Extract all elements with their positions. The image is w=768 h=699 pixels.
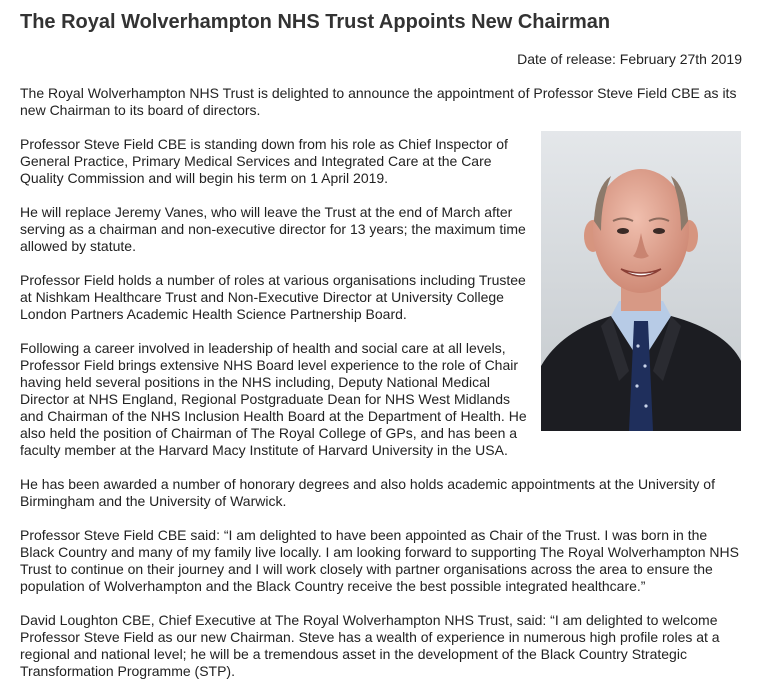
- release-date: Date of release: February 27th 2019: [517, 51, 742, 67]
- chairman-portrait-photo: [541, 131, 741, 431]
- press-release-article: [20, 0, 742, 680]
- paragraph-quote-field: Professor Steve Field CBE said: “I am delighted to have been appointed as Chair of the Trust. I was born in the Black Country and many of my family live locally. I am looking forward to supporting The Royal Wolverhampton NHS Trust to continue on their journey and I will work closely with partner organisations across the area to ensure the population of Wolverhampton and the Black Country receive the best possible integrated healthcare.”: [20, 527, 739, 594]
- paragraph-roles: Professor Field holds a number of roles at various organisations including Trustee at Nishkam Healthcare Trust and Non-Executive Director at University College London Partners Academic Health Science Partnership Board.: [20, 272, 526, 322]
- article-headline: The Royal Wolverhampton NHS Trust Appoints New Chairman: [20, 11, 611, 33]
- paragraph-honorary: He has been awarded a number of honorary degrees and also holds academic appointments at the University of Birmingham and the University of Warwick.: [20, 476, 715, 509]
- paragraph-career: Following a career involved in leadership of health and social care at all levels, Professor Field brings extensive NHS Board level experience to the role of Chair having held several positions in the NHS including, Deputy National Medical Director at NHS England, Regional Postgraduate Dean for NHS West Midlands and Chairman of the NHS Inclusion Health Board at the Department of Health. He also held the position of Chairman of The Royal College of GPs, and has been a faculty member at the Harvard Macy Institute of Harvard University in the USA.: [20, 340, 527, 458]
- paragraph-replace: He will replace Jeremy Vanes, who will leave the Trust at the end of March after serving as a chairman and non-executive director for 13 years; the maximum time allowed by statute.: [20, 204, 526, 254]
- paragraph-quote-loughton: David Loughton CBE, Chief Executive at The Royal Wolverhampton NHS Trust, said: “I am delighted to welcome Professor Steve Field as our new Chairman. Steve has a wealth of experience in numerous high profile roles at a regional and national level; he will be a tremendous asset in the development of the Black Country Strategic Transformation Programme (STP).: [20, 612, 720, 679]
- portrait-illustration: [541, 131, 741, 431]
- paragraph-standing-down: Professor Steve Field CBE is standing down from his role as Chief Inspector of General Practice, Primary Medical Services and Integrated Care at the Care Quality Commission and will begin his term on 1 April 2019.: [20, 136, 508, 186]
- paragraph-intro: The Royal Wolverhampton NHS Trust is delighted to announce the appointment of Professor Steve Field CBE as its new Chairman to its board of directors.: [20, 85, 737, 118]
